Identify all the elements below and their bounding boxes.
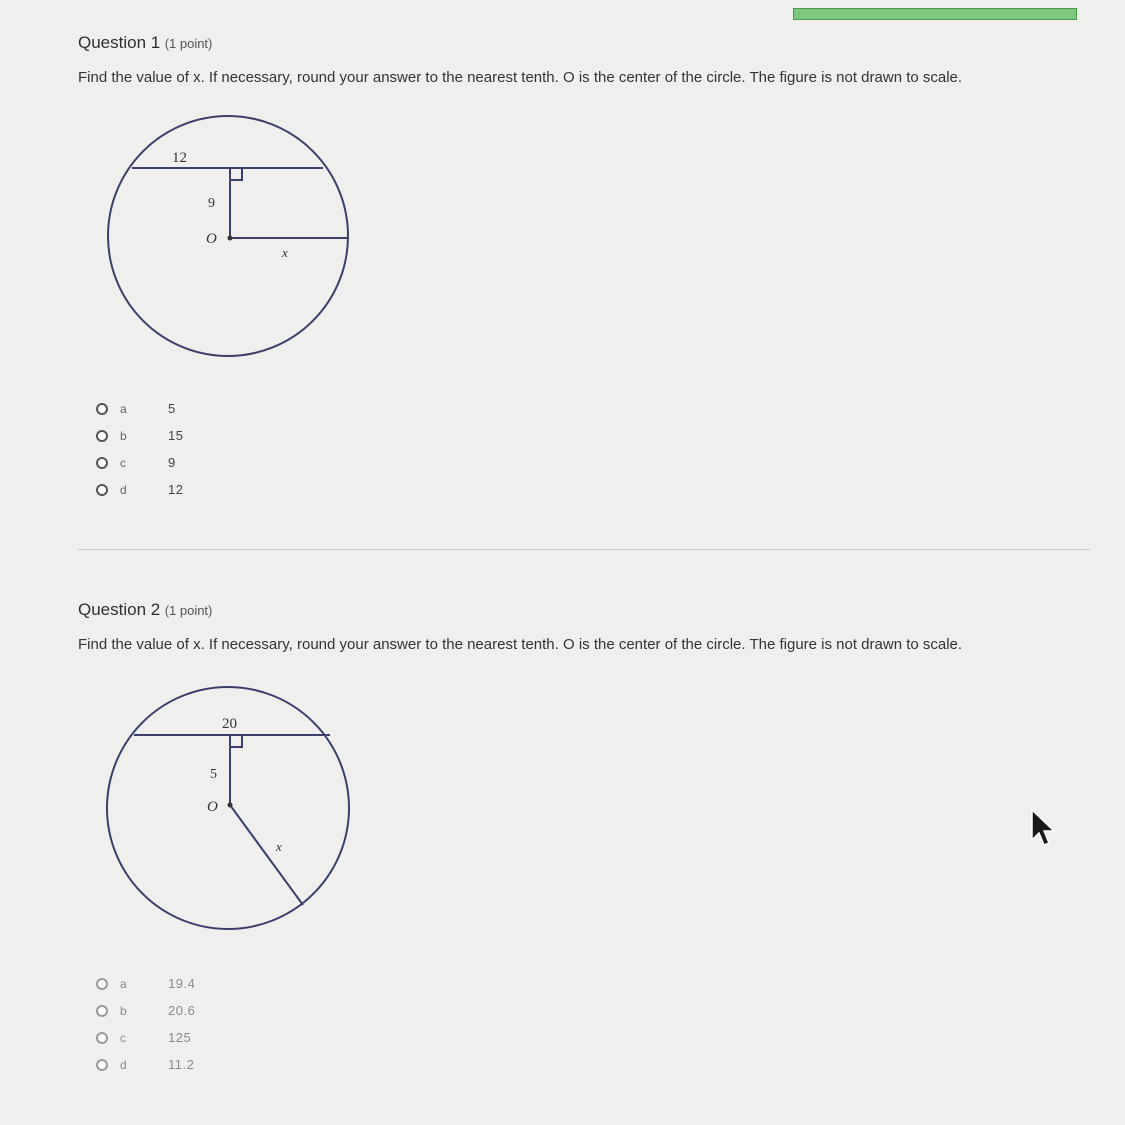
option-value: 5	[168, 401, 176, 416]
option-letter: b	[120, 428, 127, 443]
radio-button-icon[interactable]	[96, 1032, 108, 1044]
question-text: Find the value of x. If necessary, round your answer to the nearest tenth. O is the center of the circle. The figure is not drawn to scale.	[78, 69, 963, 86]
radio-button-icon[interactable]	[96, 457, 108, 469]
question-divider	[78, 549, 1090, 550]
question-points: (1 point)	[164, 36, 213, 51]
question-points: (1 point)	[164, 603, 213, 618]
option-letter: c	[120, 455, 126, 470]
answer-options-2	[96, 970, 195, 1078]
answer-options-1	[96, 395, 183, 503]
center-label: O	[207, 799, 218, 815]
mouse-pointer-icon	[1030, 808, 1060, 848]
progress-bar	[793, 8, 1077, 20]
option-d[interactable]	[96, 1051, 195, 1078]
unknown-label: x	[282, 245, 288, 260]
question-1	[78, 33, 1088, 86]
distance-label: 9	[208, 196, 215, 211]
circle-figure-2	[100, 680, 360, 935]
radio-button-icon[interactable]	[96, 1059, 108, 1071]
center-label: O	[206, 231, 217, 247]
question-title: Question 2	[78, 600, 161, 619]
radio-button-icon[interactable]	[96, 978, 108, 990]
option-letter: d	[120, 1057, 127, 1072]
radio-button-icon[interactable]	[96, 430, 108, 442]
chord-label: 20	[222, 716, 237, 732]
option-value: 20.6	[168, 1003, 196, 1018]
question-2	[78, 600, 1088, 653]
radio-button-icon[interactable]	[96, 1005, 108, 1017]
option-value: 125	[168, 1030, 192, 1045]
unknown-label: x	[276, 839, 282, 854]
option-a[interactable]	[96, 970, 195, 997]
option-value: 12	[168, 482, 184, 497]
option-letter: b	[120, 1003, 127, 1018]
option-letter: d	[120, 482, 127, 497]
question-title: Question 1	[78, 33, 161, 52]
option-letter: a	[120, 976, 127, 991]
circle-figure-1	[100, 110, 360, 365]
progress-fill	[794, 9, 1076, 19]
question-text: Find the value of x. If necessary, round your answer to the nearest tenth. O is the center of the circle. The figure is not drawn to scale.	[78, 636, 963, 653]
option-value: 11.2	[168, 1057, 195, 1072]
option-d[interactable]	[96, 476, 183, 503]
radio-button-icon[interactable]	[96, 484, 108, 496]
option-a[interactable]	[96, 395, 183, 422]
radio-button-icon[interactable]	[96, 403, 108, 415]
chord-label: 12	[172, 150, 187, 166]
option-c[interactable]	[96, 449, 183, 476]
option-value: 19.4	[168, 976, 196, 991]
option-letter: a	[120, 401, 127, 416]
option-b[interactable]	[96, 997, 195, 1024]
distance-label: 5	[210, 767, 217, 782]
option-value: 9	[168, 455, 176, 470]
option-c[interactable]	[96, 1024, 195, 1051]
option-b[interactable]	[96, 422, 183, 449]
option-letter: c	[120, 1030, 126, 1045]
option-value: 15	[168, 428, 184, 443]
